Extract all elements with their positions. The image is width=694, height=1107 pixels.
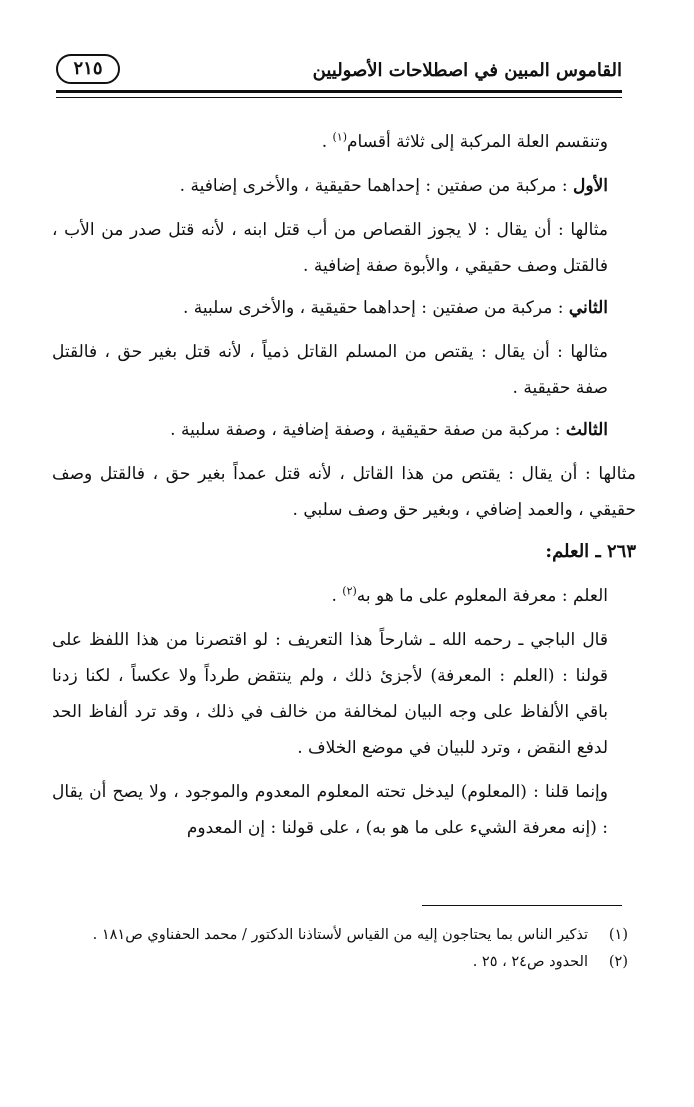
paragraph-third-type bbox=[52, 412, 636, 448]
intro-end: . bbox=[321, 132, 333, 152]
paragraph-definition bbox=[52, 578, 636, 614]
footnotes bbox=[52, 922, 628, 976]
paragraph-second-example: مثالها : أن يقال : يقتص من المسلم القاتل ذمياً ، لأنه قتل بغير حق ، فالقتل صفة حقيقية . bbox=[52, 342, 608, 398]
section-heading: ٢٦٣ ـ العلم: bbox=[545, 541, 636, 562]
footnote-number: (٢) bbox=[608, 954, 628, 970]
footnote-text: الحدود ص٢٤ ، ٢٥ . bbox=[472, 954, 588, 970]
footnote-ref-2: (٢) bbox=[342, 584, 357, 598]
paragraph-baji-quote: قال الباجي ـ رحمه الله ـ شارحاً هذا التعريف : لو اقتصرنا من هذا اللفظ على قولنا : (العلم : المعرفة) لأجزئ ذلك ، ولم ينتقض طرداً ولا عكساً ، لكنا زدنا باقي الألفاظ على وجه البيان لمخالفة من خالف في ذلك ، وقد ترد ألفاظ الحد لدفع النقض ، وترد للبيان في موضع الخلاف . bbox=[52, 630, 608, 758]
paragraph-third-example: مثالها : أن يقال : يقتص من هذا القاتل ، لأنه قتل عمداً بغير حق ، فالقتل وصف حقيقي ، والعمد إضافي ، وبغير حق وصف سلبي . bbox=[52, 464, 636, 520]
paragraph-intro bbox=[52, 124, 636, 160]
footnote-ref-1: (١) bbox=[332, 130, 348, 144]
running-header bbox=[56, 52, 622, 92]
footnote-item bbox=[52, 949, 628, 976]
main-text bbox=[52, 124, 636, 854]
paragraph-final: وإنما قلنا : (المعلوم) ليدخل تحته المعلوم المعدوم والموجود ، ولا يصح أن يقال : (إنه معرفة الشيء على ما هو به) ، على قولنا : إن المعدوم bbox=[52, 782, 608, 838]
third-text: : مركبة من صفة حقيقية ، وصفة إضافية ، وصفة سلبية . bbox=[170, 420, 566, 440]
first-lead: الأول bbox=[573, 176, 608, 196]
second-text: : مركبة من صفتين : إحداهما حقيقية ، والأخرى سلبية . bbox=[182, 298, 569, 318]
footnote-number: (١) bbox=[608, 927, 628, 943]
footnote-separator bbox=[422, 905, 622, 906]
definition-end: . bbox=[331, 586, 343, 606]
second-lead: الثاني bbox=[568, 298, 608, 318]
page-number-badge: ٢١٥ bbox=[56, 54, 120, 84]
footnote-item bbox=[52, 922, 628, 949]
paragraph-second-type bbox=[52, 290, 636, 326]
paragraph-first-example: مثالها : أن يقال : لا يجوز القصاص من أب قتل ابنه ، لأنه قتل صدر من الأب ، فالقتل وصف حقيقي ، والأبوة صفة إضافية . bbox=[52, 220, 608, 276]
paragraph-first-type bbox=[52, 168, 636, 204]
header-rule-thick bbox=[56, 90, 622, 93]
footnote-text: تذكير الناس بما يحتاجون إليه من القياس لأستاذنا الدكتور / محمد الحفناوي ص١٨١ . bbox=[92, 927, 588, 943]
definition-text: العلم : معرفة المعلوم على ما هو به bbox=[356, 586, 608, 606]
header-title: القاموس المبين في اصطلاحات الأصوليين bbox=[312, 60, 622, 81]
third-lead: الثالث bbox=[565, 420, 608, 440]
intro-text: وتنقسم العلة المركبة إلى ثلاثة أقسام bbox=[347, 132, 608, 152]
header-rule-thin bbox=[56, 97, 622, 98]
first-text: : مركبة من صفتين : إحداهما حقيقية ، والأخرى إضافية . bbox=[179, 176, 574, 196]
